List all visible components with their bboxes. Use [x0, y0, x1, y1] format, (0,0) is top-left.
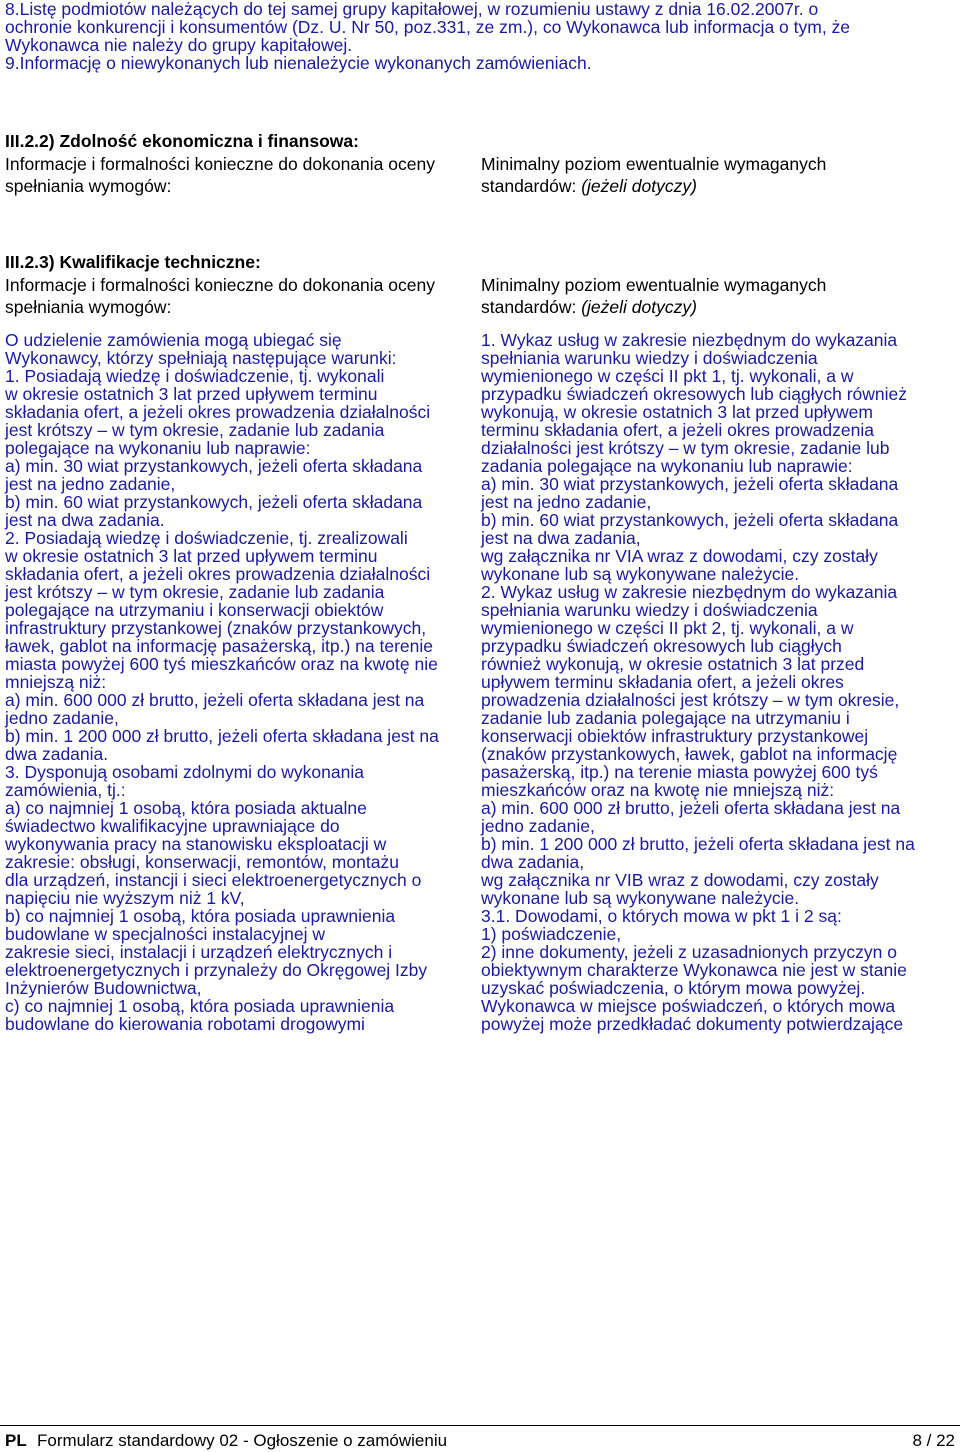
section-economic-header-row	[5, 153, 826, 198]
technical-right-content: 1. Wykaz usług w zakresie niezbędnym do wykazania spełniania warunku wiedzy i doświadczenia wymienionego w części II pkt 1, tj. wykonali, a w przypadku świadczeń okresowych lub ciągłych również wykonują, w okresie ostatnich 3 lat przed upływem terminu składania ofert, a jeżeli okres prowadzenia działalności jest krótszy – w tym okresie, zadanie lub zadania polegające na wykonaniu lub naprawie: a) min. 30 wiat przystankowych, jeżeli oferta składana jest na jedno zadanie, b) min. 60 wiat przystankowych, jeżeli oferta składana jest na dwa zadania, wg załącznika nr VIA wraz z dowodami, czy zostały wykonane lub są wykonywane należycie. 2. Wykaz usług w zakresie niezbędnym do wykazania spełniania warunku wiedzy i doświadczenia wymienionego w części II pkt 2, tj. wykonali, a w przypadku świadczeń okresowych lub ciągłych również wykonują, w okresie ostatnich 3 lat przed upływem terminu składania ofert, a jeżeli okres prowadzenia działalności jest krótszy – w tym okresie, zadanie lub zadania polegające na utrzymaniu i konserwacji obiektów infrastruktury przystankowej (znaków przystankowych, ławek, gablot na informację pasażerską, itp.) na terenie miasta powyżej 600 tyś mieszkańców oraz na kwotę nie mniejszą niż: a) min. 600 000 zł brutto, jeżeli oferta składana jest na jedno zadanie, b) min. 1 200 000 zł brutto, jeżeli oferta składana jest na dwa zadania, wg załącznika nr VIB wraz z dowodami, czy zostały wykonane lub są wykonywane należycie. 3.1. Dowodami, o których mowa w pkt 1 i 2 są: 1) poświadczenie, 2) inne dokumenty, jeżeli z uzasadnionych przyczyn o obiektywnym charakterze Wykonawca nie jest w stanie uzyskać poświadczenia, o którym mowa powyżej. Wykonawca w miejsce poświadczeń, o których mowa powyżej może przedkładać dokumenty potwierdzające	[481, 330, 915, 1034]
technical-left-content: O udzielenie zamówienia mogą ubiegać się Wykonawcy, którzy spełniają następujące warunki: 1. Posiadają wiedzę i doświadczenie, tj. wykonali w okresie ostatnich 3 lat przed upływem terminu składania ofert, a jeżeli okres prowadzenia działalności jest krótszy – w tym okresie, zadanie lub zadania polegające na wykonaniu lub naprawie: a) min. 30 wiat przystankowych, jeżeli oferta składana jest na jedno zadanie, b) min. 60 wiat przystankowych, jeżeli oferta składana jest na dwa zadania. 2. Posiadają wiedzę i doświadczenie, tj. zrealizowali w okresie ostatnich 3 lat przed upływem terminu składania ofert, a jeżeli okres prowadzenia działalności jest krótszy – w tym okresie, zadanie lub zadania polegające na utrzymaniu i konserwacji obiektów infrastruktury przystankowej (znaków przystankowych, ławek, gablot na informację pasażerską, itp.) na terenie miasta powyżej 600 tyś mieszkańców oraz na kwotę nie mniejszą niż: a) min. 600 000 zł brutto, jeżeli oferta składana jest na jedno zadanie, b) min. 1 200 000 zł brutto, jeżeli oferta składana jest na dwa zadania. 3. Dysponują osobami zdolnymi do wykonania zamówienia, tj.: a) co najmniej 1 osobą, która posiada aktualne świadectwo kwalifikacyjne uprawniające do wykonywania pracy na stanowisku eksploatacji w zakresie: obsługi, konserwacji, remontów, montażu dla urządzeń, instancji i sieci elektroenergetycznych o napięciu nie wyższym niż 1 kV, b) co najmniej 1 osobą, która posiada uprawnienia budowlane w specjalności instalacyjnej w zakresie sieci, instalacji i urządzeń elektrycznych i elektroenergetycznych i przynależy do Okręgowej Izby Inżynierów Budownictwa, c) co najmniej 1 osobą, która posiada uprawnienia budowlane do kierowania robotami drogowymi	[5, 330, 439, 1034]
section-economic-left-header: Informacje i formalności konieczne do dokonania oceny spełniania wymogów:	[5, 153, 435, 196]
section-technical-right-header-italic: (jeżeli dotyczy)	[581, 297, 697, 317]
section-economic-right-header	[481, 153, 826, 198]
section-economic-right-header-plain: Minimalny poziom ewentualnie wymaganych standardów:	[481, 153, 827, 196]
footer-page-number: 8 / 22	[912, 1431, 955, 1450]
top-items-text: 8.Listę podmiotów należących do tej samej grupy kapitałowej, w rozumieniu ustawy z dnia 16.02.2007r. o ochronie konkurencji i konsumentów (Dz. U. Nr 50, poz.331, ze zm.), co Wykonawca lub informacja o tym, że Wykonawca nie należy do grupy kapitałowej. 9.Informację o niewykonanych lub nienależycie wykonanych zamówieniach.	[5, 0, 851, 73]
footer-country-code: PL	[5, 1431, 27, 1450]
section-technical-right-header	[481, 274, 826, 319]
section-technical-right-header-plain: Minimalny poziom ewentualnie wymaganych standardów:	[481, 274, 827, 317]
section-economic-heading: III.2.2) Zdolność ekonomiczna i finansowa:	[5, 131, 359, 151]
section-technical-header-row	[5, 274, 826, 319]
section-technical	[5, 251, 826, 319]
section-economic-right-header-italic: (jeżeli dotyczy)	[581, 176, 697, 196]
section-technical-left-header: Informacje i formalności konieczne do dokonania oceny spełniania wymogów:	[5, 274, 435, 317]
footer-form-name: Formularz standardowy 02 - Ogłoszenie o zamówieniu	[37, 1431, 448, 1450]
section-economic	[5, 130, 826, 198]
section-technical-heading: III.2.3) Kwalifikacje techniczne:	[5, 252, 261, 272]
page-footer	[0, 1425, 960, 1451]
